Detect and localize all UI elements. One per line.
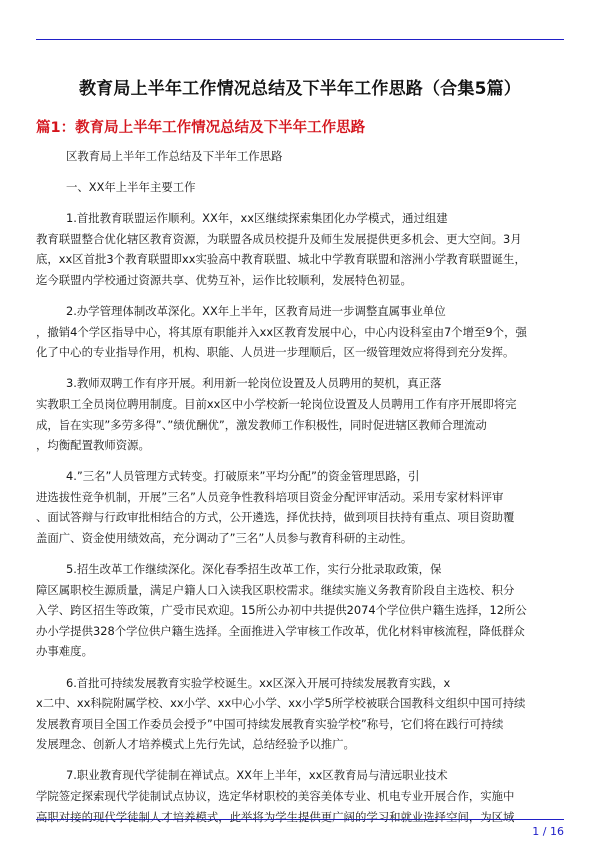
section-heading: 一、XX年上半年主要工作 [66, 180, 196, 195]
header-rule [36, 39, 564, 40]
paragraph-line: 7.职业教育现代学徒制在禅试点。XX年上半年，xx区教育局与清远职业技术 [66, 768, 448, 783]
paragraph-line: 3.教师双聘工作有序开展。利用新一轮岗位设置及人员聘用的契机，真正落 [66, 376, 442, 391]
paragraph-line: 4.”三名”人员管理方式转变。打破原来”平均分配”的资金管理思路，引 [66, 469, 420, 484]
paragraph-list [36, 208, 564, 827]
paragraph-line: 1.首批教育联盟运作顺利。XX年，xx区继续探索集团化办学模式，通过组建 [66, 211, 448, 226]
paragraph [36, 373, 564, 455]
paragraph-line: 办事难度。 [36, 644, 93, 659]
paragraph-line: ，撤销4个学区指导中心，将其原有职能并入xx区教育发展中心，中心内设科室由7个增至9个，强 [36, 324, 527, 339]
paragraph-line: 障区属职校生源质量，满足户籍人口入读我区职校需求。继续实施义务教育阶段自主选校、积分 [36, 582, 515, 597]
paragraph-line: 6.首批可持续发展教育实验学校诞生。xx区深入开展可持续发展教育实践，x [66, 675, 451, 690]
paragraph-line: 底，xx区首批3个教育联盟即xx实验高中教育联盟、城北中学教育联盟和溶洲小学教育联盟诞生， [36, 252, 526, 267]
paragraph-line: 成，旨在实现”多劳多得”、”绩优酬优”，激发教师工作积极性，同时促进辖区教师合理流动 [36, 417, 487, 432]
paragraph-line: 迄今联盟内学校通过资源共享、优势互补，运作比较顺利，发展特色初显。 [36, 272, 412, 287]
paragraph-line: 入学、跨区招生等政策，广受市民欢迎。15所公办初中共提供2074个学位供户籍生选择，12所公 [36, 603, 527, 618]
page-number: 1 / 16 [532, 825, 564, 838]
paragraph-line: 5.招生改革工作继续深化。深化春季招生改革工作，实行分批录取政策，保 [66, 562, 442, 577]
paragraph [36, 765, 564, 827]
paragraph [36, 301, 564, 363]
document-body [36, 146, 564, 827]
paragraph [36, 559, 564, 662]
paragraph-line: 高职对接的现代学徒制人才培养模式，此举将为学生提供更广阔的学习和就业选择空间，为区域 [36, 809, 515, 824]
paragraph-line: 、面试答辩与行政审批相结合的方式，公开遴选，择优扶持，做到项目扶持有重点、项目资助覆 [36, 510, 515, 525]
paragraph [36, 466, 564, 548]
paragraph-line: 盖面广、资金使用绩效高，充分调动了”三名”人员参与教育科研的主动性。 [36, 531, 413, 545]
document-subtitle: 区教育局上半年工作总结及下半年工作思路 [66, 149, 283, 163]
paragraph-line: 化了中心的专业指导作用，机构、职能、人员进一步理顺后，区一级管理效应将得到充分发挥。 [36, 345, 515, 360]
paragraph [36, 673, 564, 755]
paragraph-line: 办小学提供328个学位供户籍生选择。全面推进入学审核工作改革，优化材料审核流程，降低群众 [36, 623, 525, 638]
paragraph-line: 实教职工全员岗位聘用制度。目前xx区中小学校新一轮岗位设置及人员聘用工作有序开展即将完 [36, 396, 517, 411]
paragraph-line: 发展理念、创新人才培养模式上先行先试，总结经验予以推广。 [36, 737, 355, 752]
paragraph-line: 2.办学管理体制改革深化。XX年上半年，区教育局进一步调整直属事业单位 [66, 304, 446, 319]
section-title: 篇1：教育局上半年工作情况总结及下半年工作思路 [36, 120, 366, 136]
document-title: 教育局上半年工作情况总结及下半年工作思路（合集5篇） [78, 79, 522, 99]
paragraph-line: 教育联盟整合优化辖区教育资源，为联盟各成员校提升及师生发展提供更多机会、更大空间。3月 [36, 231, 522, 246]
paragraph-line: 进选拔性竞争机制，开展”三名”人员竞争性教科培项目资金分配评审活动。采用专家材料评审 [36, 489, 504, 504]
paragraph-line: 学院签定探索现代学徒制试点协议，选定华材职校的美容美体专业、机电专业开展合作，实施中 [36, 789, 515, 804]
footer-rule [36, 819, 564, 820]
paragraph-line: ，均衡配置教师资源。 [36, 438, 150, 453]
paragraph-line: 发展教育项目全国工作委员会授予”中国可持续发展教育实验学校”称号，它们将在践行可持续 [36, 716, 504, 731]
paragraph-line: x二中、xx科院附属学校、xx小学、xx中心小学、xx小学5所学校被联合国教科文组织中国可持续 [36, 696, 526, 711]
paragraph [36, 208, 564, 290]
